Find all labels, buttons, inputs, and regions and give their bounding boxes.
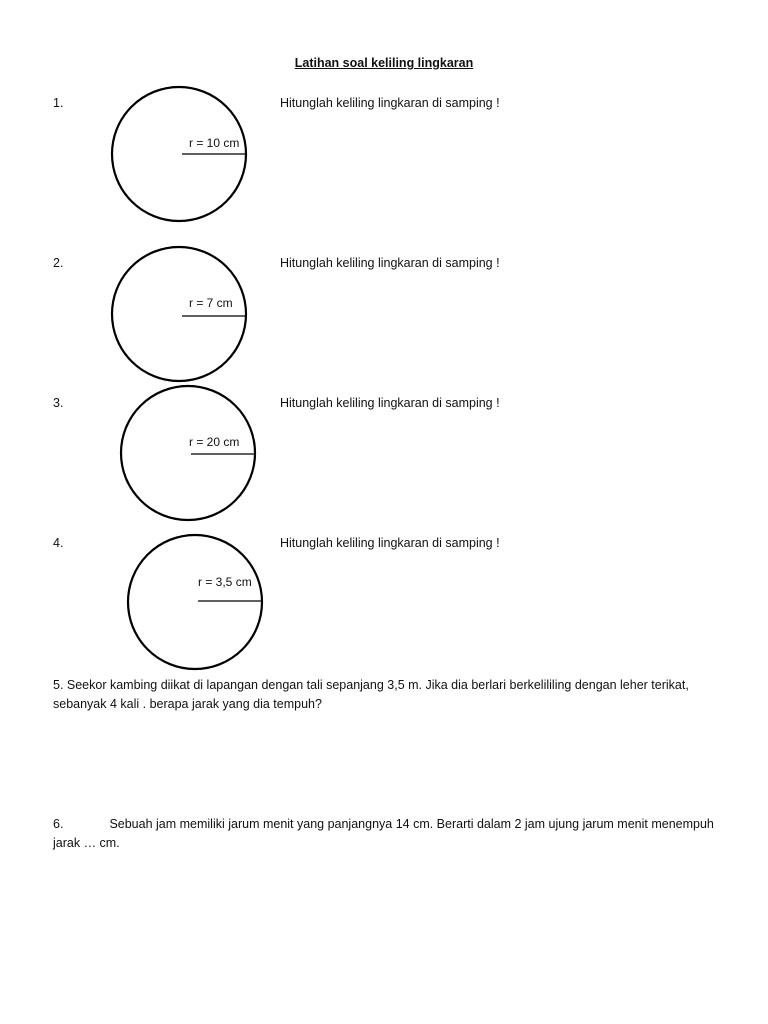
question-3-number: 3. (53, 396, 64, 410)
problem-6-number: 6. (53, 817, 64, 831)
page-title: Latihan soal keliling lingkaran (294, 56, 474, 70)
question-4-circle (126, 534, 266, 674)
question-4-number: 4. (53, 536, 64, 550)
problem-6 (53, 815, 733, 853)
question-1-circle (110, 86, 250, 226)
question-1-instruction: Hitunglah keliling lingkaran di samping ! (280, 96, 500, 110)
question-3-circle (119, 385, 259, 525)
problem-6-text: Sebuah jam memiliki jarum menit yang panjangnya 14 cm. Berarti dalam 2 jam ujung jarum menit menempuh jarak … cm. (53, 817, 714, 850)
question-1-radius-label: r = 10 cm (189, 136, 240, 150)
question-4-radius-label: r = 3,5 cm (198, 575, 252, 589)
question-3-instruction: Hitunglah keliling lingkaran di samping ! (280, 396, 500, 410)
question-3-radius-label: r = 20 cm (189, 435, 240, 449)
question-2-circle (110, 246, 250, 386)
question-1-number: 1. (53, 96, 64, 110)
question-2-instruction: Hitunglah keliling lingkaran di samping ! (280, 256, 500, 270)
question-2-radius-label: r = 7 cm (189, 296, 233, 310)
question-2-number: 2. (53, 256, 64, 270)
problem-5-text: 5. Seekor kambing diikat di lapangan dengan tali sepanjang 3,5 m. Jika dia berlari berkelililing dengan leher terikat, sebanyak 4 kali . berapa jarak yang dia tempuh? (53, 678, 689, 711)
question-4-instruction: Hitunglah keliling lingkaran di samping ! (280, 536, 500, 550)
